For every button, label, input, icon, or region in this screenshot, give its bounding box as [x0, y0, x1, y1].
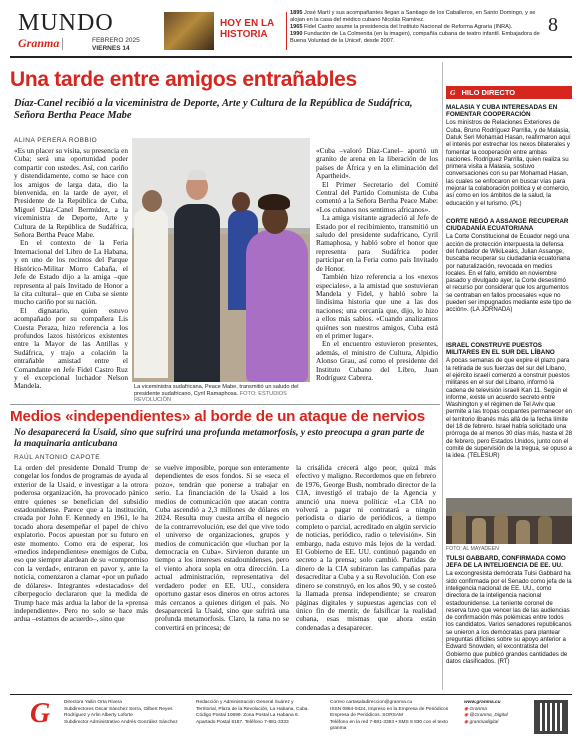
- sidebar-item-title: TULSI GABBARD, CONFIRMADA COMO JEFA DE LA INTELIGENCIA DE EE. UU.: [446, 555, 566, 570]
- article2-subheadline: No desaparecerá la Usaid, sino que sufrirá una profunda metamorfosis, y esto preocupa a gran parte de la maquinaria anticubana: [14, 427, 425, 450]
- person-center: [174, 204, 220, 382]
- article2-column-1: La orden del presidente Donald Trump de congelar los fondos de programas de ayuda al exterior de la Usaid, e investigar a la otrora poderosa organización, ha provocado pánico entre quienes se benefician del subsidio estadounidense. Parece que a la institución, creada por John F. Kennedy en 1961, le ha tocado ahora desempeñar el papel de chivo expiatorio. Pocos apuestan por su futuro en este momento. Como era de esperar, los «medios independientes» enemigos de Cuba, eso que siempre alardean de su «compromiso con la verdad», entraron en pavor y, ante la noticia, comenzaron a clamar «por un puñado de dólares». Integrantes «destacados» del ciberpegocio declararon que la medida de Trump hace más ardua la labor de la «prensa independiente». Pero no solo se hace más ardua –estamos de acuerdo–, sino que: [14, 463, 148, 624]
- footer-logo: G: [30, 698, 51, 729]
- history-image: [164, 12, 214, 50]
- section-title: MUNDO: [18, 10, 114, 36]
- paragraph: La amiga visitante agradeció al Jefe de Estado por el recibimiento, transmitió un saludo del presidente sudafricano, Cyril Ramaphosa, y habló sobre el honor que representa para Sudáfrica poder participar en la Feria como país Invitado de Honor.: [316, 213, 438, 273]
- footer-rule: [10, 694, 572, 695]
- caption-text: La viceministra sudafricana, Peace Mabe, transmitió un saludo del presidente sudafricano, Cyril Ramaphosa.: [134, 384, 299, 397]
- article2-column-2: se vuelve imposible, porque son enteramente dependientes de esos fondos. Si se «seca el pozo», tendrán que ponerse a trabajar en serio. La financiación de la Usaid a los medios de comunicación que atacan contra Cuba ascendió a 2,3 millones de dólares en 2024. Resulta muy cuesta arriba el negocio de la contrarrevolución, ese del que vive todo el universo de organizaciones, grupos y medios de comunicación que «luchan por la democracia en Cuba». Sirvieron durante un tiempo a los intereses estadounidenses, pero el viento ahora sopla en otra dirección. La actual administración, representativa del verdadero poder en EE. UU., considera oportuno gastar esos dineros en otros actores más cercanos a quienes dirigen el país. No desaparecerá la Usaid, sino que sufrirá una profunda metamorfosis. Claro, la rana no se convertirá en princesa; de: [155, 463, 289, 632]
- paragraph: También hizo referencia a los «nexos especiales», a la amistad que sostuvieran Mandela y Fidel, y habló sobre la lindísima historia que une a las dos naciones; una cercanía que, dijo, lo hizo a ellos más sabios. «Cuando analizamos quiénes son nuestros amigos, Cuba está en el primer lugar».: [316, 272, 438, 340]
- paragraph: En el encuentro estuvieron presentes, además, el ministro de Cultura, Alpidio Alonso Grau, así como el presidente del Instituto Cubano del Libro, Juan Rodríguez Cabrera.: [316, 339, 438, 382]
- article1-headline: Una tarde entre amigos entrañables: [10, 68, 357, 91]
- footer-social: [464, 700, 532, 726]
- date-label: FEBRERO 2025: [92, 37, 140, 44]
- paragraph: El dignatario, quien estuvo acompañado por su compañera Lis Cuesta Peraza, hizo referencia a los profundos lazos históricos existentes entre la Mayor de las Antillas y Sudáfrica, y trajo a colación la entrañable amistad entre el Comandante en Jefe Fidel Castro Ruz y el excepcional luchador Nelson Mandela.: [14, 305, 128, 391]
- history-list: [290, 10, 548, 45]
- footer-line: Código Postal 10699. Zona Postal La Habana 6.: [196, 713, 299, 719]
- sidebar-item-text: Los ministros de Relaciones Exteriores de Cuba, Bruno Rodríguez Parrilla, y de Malasia, Datuk Seri Mohamad Hasan, reafirmaron aquí el interés por estrechar los nexos bilaterales y fomentar la cooperación entre ambas naciones. Rodríguez Parrilla, quien realiza su primera visita a Malasia, sostuvo conversaciones con su par Mohamad Hasan, las cuales se enfocaron en buscar vías para mejorar la colaboración política y el comercio, así como en los ámbitos de la salud, la educación y el turismo. (PL): [446, 119, 571, 207]
- history-title: HOY EN LA HISTORIA: [220, 18, 274, 40]
- footer-line: Redacción y Administración General Suárez y: [196, 700, 294, 705]
- history-entry: 1895 José Martí y sus acompañantes llegan a Santiago de los Caballeros, en Santo Domingo, y se alojan en la casa del médico cubano Nicolás Ramírez.: [290, 10, 536, 23]
- twitter-icon: ◉: [464, 713, 469, 719]
- sidebar-logo-icon: G: [450, 88, 456, 97]
- sidebar-rule: [442, 62, 443, 690]
- article2-byline: RAÚL ANTONIO CAPOTE: [14, 454, 101, 461]
- sidebar-photo-credit: FOTO: AL MAYADEEN: [446, 546, 499, 552]
- article1-photo: [132, 138, 310, 382]
- footer-line: Territorial, Plaza de la Revolución, La Habana, Cuba.: [196, 706, 309, 712]
- footer-line: Subdirector Administrativo Andrés González Sánchez: [64, 719, 178, 725]
- sidebar-title: HILO DIRECTO: [461, 88, 516, 97]
- footer-line: Subdirectores Oscar Sánchez Serra, Gilbert Reyes: [64, 706, 173, 712]
- article2-headline: Medios «independientes» al borde de un ataque de nervios: [10, 408, 425, 425]
- person-right: [246, 230, 308, 382]
- sidebar-item: [446, 104, 572, 214]
- history-entry: 1990 Fundación de La Colmenita (en la imagen), compañía cubana de teatro infantil. Embajadora de Buena Voluntad de la Unicef, desde 2007.: [290, 30, 540, 44]
- sidebar-item-title: CORTE NEGÓ A ASSANGE RECUPERAR CIUDADANÍA ECUATORIANA: [446, 218, 569, 233]
- paragraph: En el contexto de la Feria Internacional del Libro de La Habana, y en uno de los recintos del Parque Histórico-Militar Morro Cabaña, el Jefe de Estado dijo a la amiga –que representa al país Invitado de Honor a la cita cultural– que en Cuba se siente mucho cariño por su nación.: [14, 238, 128, 307]
- paragraph: «Cuba –valoró Díaz-Canel– aportó un granito de arena en la liberación de los países de África y en la eliminación del Apartheid».: [316, 146, 438, 181]
- sidebar-item: [446, 218, 572, 338]
- footer-line: Teléfono en la red 7-881-3393 • SMS 8 830 con el texto granma: [330, 719, 448, 732]
- paragraph: El Primer Secretario del Comité Central del Partido Comunista de Cuba comentó a la Señora Bertha Peace Mabe: «Los cubanos nos sentimos africanos».: [316, 179, 438, 214]
- article1-column-1-end: [14, 363, 128, 401]
- footer-address: [196, 700, 324, 726]
- instagram-link[interactable]: ◉ granmadigital: [464, 719, 499, 725]
- sidebar-header: [446, 86, 572, 99]
- twitter-link[interactable]: ◉ @Granma_Digital: [464, 713, 508, 719]
- sidebar-item: [446, 342, 572, 494]
- qr-code-icon: [534, 700, 568, 734]
- footer-contact: [330, 700, 454, 733]
- history-divider: [286, 12, 287, 50]
- sidebar-item-title: ISRAEL CONSTRUYE PUESTOS MILITARES EN EL SUR DEL LÍBANO: [446, 342, 555, 357]
- footer-line: Rodríguez y Arlin Alberty Loforte: [64, 713, 133, 719]
- facebook-link[interactable]: ◉ Granma: [464, 706, 487, 712]
- sidebar-photo: [446, 498, 572, 544]
- website-link[interactable]: www.granma.cu: [464, 700, 501, 705]
- person-left: [134, 208, 168, 378]
- footer-staff: [64, 700, 188, 726]
- facebook-icon: ◉: [464, 706, 469, 712]
- footer-line: ISSN 0864-0424. Impreso en la Empresa de Periódicos: [330, 706, 449, 712]
- article2-column-3: la crisálida crecerá algo peor, quizá más efectivo y maligno. Recordemos que en febrero de 1976, George Bush, nombrado director de la CIA, investigó el trabajo de la Agencia y anunció una nueva política: «La CIA no volverá a pagar ni contratará a ningún periodista o diario de periódicos, a tiempo completo o parcial, acreditado en algún servicio de noticias, periódico, radio o televisión». Sin embargo, nada estuvo más lejos de la verdad. El Gobierno de EE. UU. continuó pagando en secreto a la prensa; solo cambió. Partidas de dinero de la CIA subiraron las campañas para desacreditar a Cuba y a su Revolución. Con ese dinero se construyó, en los años 90, y se costeó la llamada prensa independiente; se crearon páginas digitales y supuestas agencias con el único fin de mentir, de falsificar la realidad cubana, esas mismas que ahora están condenadas a desaparecer.: [296, 463, 437, 632]
- footer-line: Apartado Postal 6187. Teléfono 7-881-3333: [196, 719, 289, 725]
- sidebar-item-title: MALASIA Y CUBA INTERESADAS EN FOMENTAR COOPERACIÓN: [446, 104, 558, 119]
- page-number: 8: [548, 14, 558, 36]
- sidebar-item-text: La excongresista demócrata Tulsi Gabbard ha sido confirmada por el Senado como jefa de la inteligencia nacional de EE. UU., como directora de la inteligencia nacional estadounidense. La teniente coronel de reserva tuvo que vencer las de las audiencias de confirmación más polémicas entre todos los candidatos. Varios senadores republicanos se unieron a los demócratas para plantear preguntas difíciles sobre su apoyo anterior a Edward Snowden, el excontratista del Gobierno que publicó grandes cantidades de datos clasificados. (RT): [446, 570, 572, 665]
- weekday-label: VIERNES 14: [92, 45, 130, 52]
- sidebar-item: [446, 555, 572, 689]
- footer-line: Directora Yailin Orta Rivera: [64, 700, 122, 705]
- footer-line: Correo cartasaladireccion@granma.cu: [330, 700, 413, 705]
- article1-caption: [134, 384, 310, 404]
- instagram-icon: ◉: [464, 719, 469, 725]
- sidebar-item-text: La Corte Constitucional de Ecuador negó una acción de protección interpuesta la defensa del fundador de WikiLeaks, Julian Assange, buscaba recuperar su ciudadanía ecuatoriana por naturalización, revocada en medios locales. En el fallo, emitido en noviembre pasado y divulgado ayer, la Corte desestimó el recurso por considerar que los argumentos se centraban en fallos procesales «que no pueden ser impugnados mediante este tipo de acción». (LA JORNADA): [446, 233, 572, 314]
- footer-line: Empresa de Periódicos. SORSAM: [330, 713, 404, 719]
- paragraph: «Es un placer su visita, su presencia en Cuba; será una oportunidad poder compartir con ustedes. Así, con cariño y distendidamente, como se hace con los amigos de larga data, dio la bienvenida, en la tarde de ayer, el Presidente de la República de Cuba, Miguel Díaz-Canel Bermúdez, a la viceministra de Deporte, Arte y Cultura de la República de Sudáfrica, Señora Bertha Peace Mabe.: [14, 146, 128, 240]
- history-entry: 1965 Fidel Castro asume la presidencia del Instituto Nacional de Reforma Agraria (INRA).: [290, 23, 513, 30]
- article1-subheadline: Díaz-Canel recibió a la viceministra de Deporte, Arte y Cultura de la República de Sudáfrica, Señora Bertha Peace Mabe: [14, 98, 413, 121]
- article1-column-1: [14, 146, 128, 391]
- masthead-divider: [62, 38, 63, 50]
- photo-credit: FOTO: ESTUDIOS REVOLUCIÓN: [134, 390, 287, 404]
- masthead-rule: [10, 56, 572, 58]
- masthead: [10, 8, 572, 54]
- sidebar-item-text: A pocas semanas de que expire el plazo para la retirada de sus fuerzas del sur del Líbano, el ejército israelí comenzó a construir puestos militares en el sur del Líbano, informó la cadena de televisión israelí Kan 11. Según el informe, existe un acuerdo secreto entre Washington y el régimen de Tel Aviv que permite a las tropas ocupantes permanecer en el territorio libanés más allá de la fecha límite del 18 de febrero. Israel había solicitado una prórroga de al menos 30 días más, hasta el 28 de febrero, pero Estados Unidos, junto con el comité de supervisión de la tregua, se opuso a la idea. (TELESUR): [446, 357, 573, 460]
- brand-logo: Granma: [18, 36, 60, 50]
- article1-byline: ALINA PERERA ROBBIO: [14, 137, 98, 144]
- article-divider: [10, 404, 440, 405]
- article1-column-2: [316, 147, 438, 401]
